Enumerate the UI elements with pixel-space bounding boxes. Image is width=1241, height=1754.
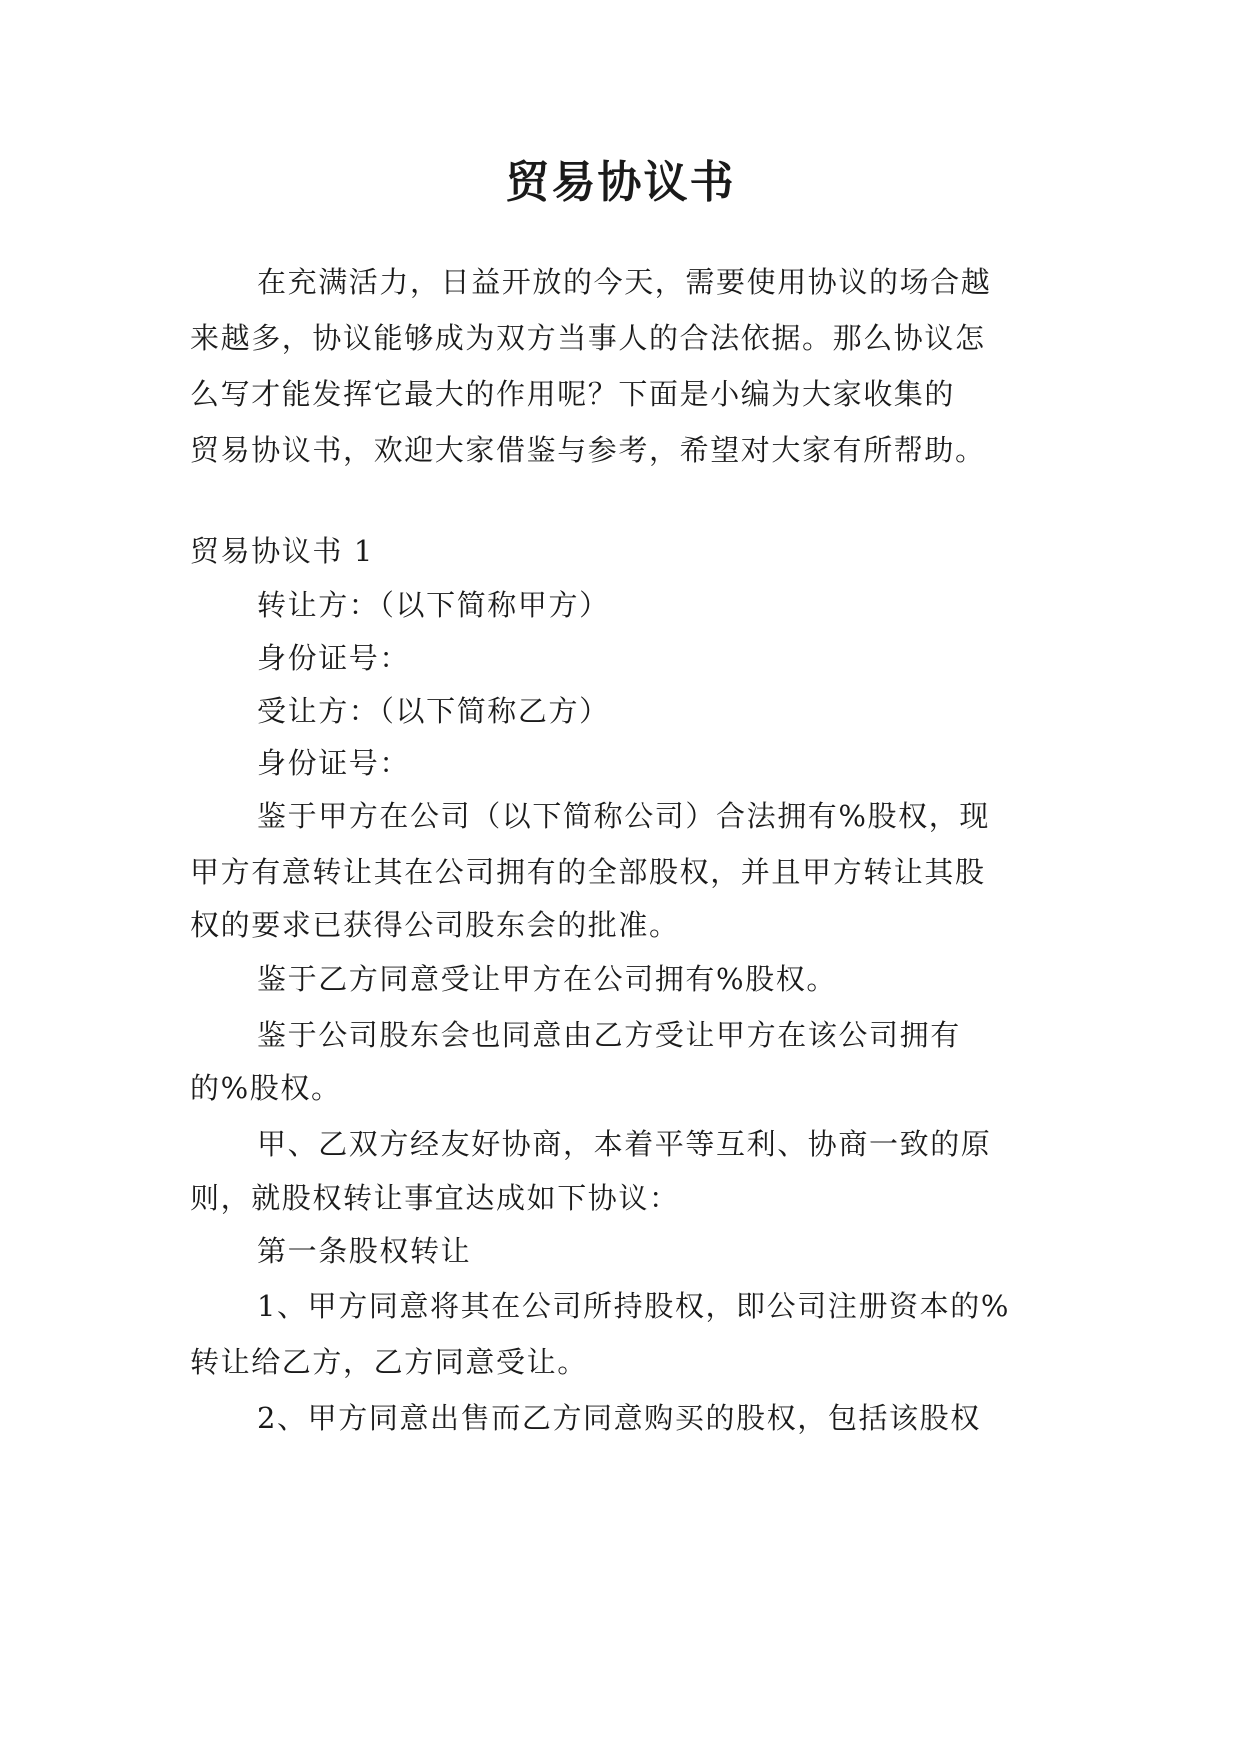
body-line-9: 鉴于公司股东会也同意由乙方受让甲方在该公司拥有 [257,1018,961,1052]
body-line-8: 鉴于乙方同意受让甲方在公司拥有%股权。 [257,962,837,996]
body-line-4: 身份证号： [257,746,411,780]
body-line-7: 权的要求已获得公司股东会的批准。 [190,908,680,942]
intro-line-3: 么写才能发挥它最大的作用呢？下面是小编为大家收集的 [190,377,956,411]
body-line-3: 受让方：（以下简称乙方） [257,694,610,728]
intro-line-2: 来越多，协议能够成为双方当事人的合法依据。那么协议怎 [190,321,986,355]
body-line-2: 身份证号： [257,641,411,675]
body-line-13: 第一条股权转让 [257,1234,472,1268]
body-line-11: 甲、乙双方经友好协商，本着平等互利、协商一致的原 [257,1127,992,1161]
document-title: 贸易协议书 [505,157,736,208]
intro-line-1: 在充满活力，日益开放的今天，需要使用协议的场合越 [257,265,992,299]
body-line-14: 1、甲方同意将其在公司所持股权，即公司注册资本的% [257,1289,1011,1323]
body-line-12: 则，就股权转让事宜达成如下协议： [190,1181,680,1215]
body-line-1: 转让方：（以下简称甲方） [257,588,610,622]
body-line-10: 的%股权。 [190,1071,342,1105]
body-line-16: 2、甲方同意出售而乙方同意购买的股权，包括该股权 [257,1401,981,1435]
body-line-6: 甲方有意转让其在公司拥有的全部股权，并且甲方转让其股 [190,855,986,889]
body-line-15: 转让给乙方，乙方同意受让。 [190,1345,588,1379]
section-heading: 贸易协议书 1 [190,534,374,568]
body-line-5: 鉴于甲方在公司（以下简称公司）合法拥有%股权，现 [257,799,990,833]
intro-line-4: 贸易协议书，欢迎大家借鉴与参考，希望对大家有所帮助。 [190,433,986,467]
